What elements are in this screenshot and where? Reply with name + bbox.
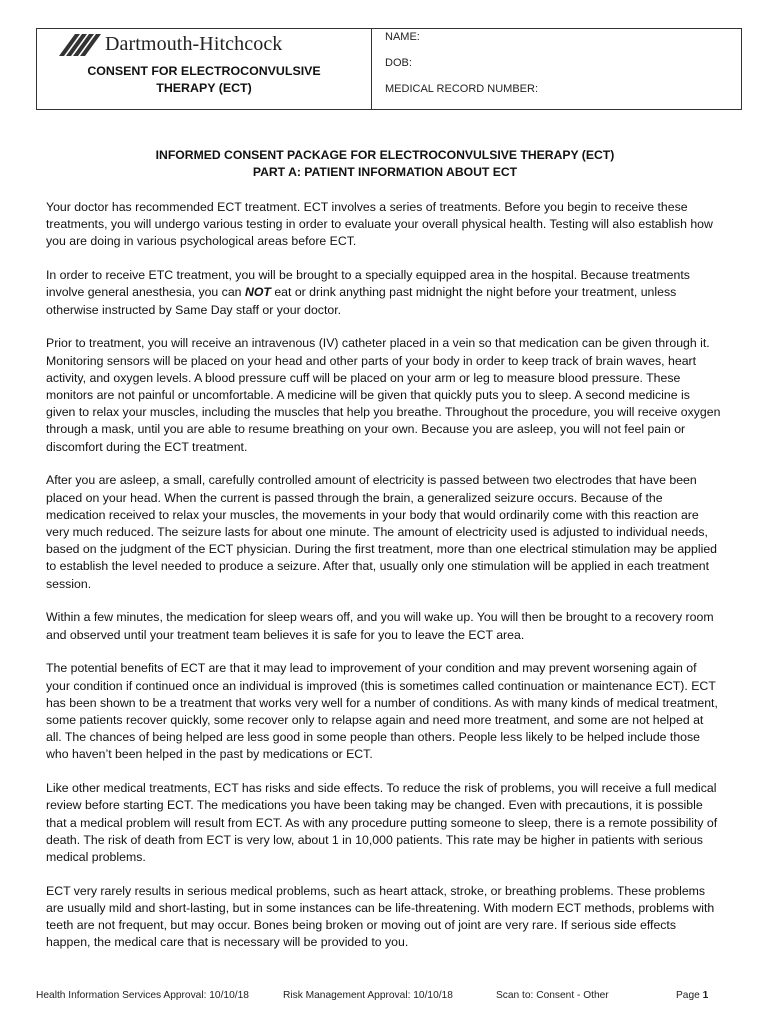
paragraph-preparation: Prior to treatment, you will receive an intravenous (IV) catheter placed in a vein so that medication can be given through it. Monitoring sensors will be placed on your head and other parts of your body in order to keep track of brain waves, heart activity, and oxygen levels. A blood pressure cuff will be placed on your arm or leg to measure blood pressure. These monitors are not painful or uncomfortable. A medicine will be given that quickly puts you to sleep. A second medicine is given to relax your muscles, including the muscles that help you breathe. Throughout the procedure, you will receive oxygen through a mask, until you are able to resume breathing on your own. Because you are asleep, you will not feel pain or discomfort during the ECT treatment.: [46, 336, 721, 454]
document-subtitle: PART A: PATIENT INFORMATION ABOUT ECT: [252, 165, 518, 179]
footer-scan-to: Scan to: Consent - Other: [496, 990, 609, 1001]
paragraph-anesthesia-text-a: In order to receive ETC treatment, you will be brought to a specially equipped area in the hospital. Because treatments involve general anesthesia, you can: [46, 268, 690, 300]
dh-stripes-logo-icon: [59, 34, 101, 56]
patient-header-box: [36, 28, 742, 110]
org-name: Dartmouth-Hitchcock: [105, 33, 283, 55]
form-title-line-2: THERAPY (ECT): [156, 81, 252, 95]
paragraph-serious-problems: ECT very rarely results in serious medical problems, such as heart attack, stroke, or breathing problems. These problems are usually mild and short-lasting, but in some instances can be life-threatening. With modern ECT methods, problems with teeth are not frequent, but may occur. Bones being broken or moving out of joint are very rare. If serious side effects happen, the medical care that is necessary will be provided to you.: [46, 883, 715, 950]
footer-his-approval: Health Information Services Approval: 10/10/18: [36, 990, 249, 1001]
footer-page-label: Page: [676, 990, 703, 1001]
paragraph-anesthesia: [46, 267, 722, 319]
emphasis-not: NOT: [244, 285, 271, 300]
footer-page-number: 1: [702, 990, 709, 1001]
paragraph-risks: Like other medical treatments, ECT has risks and side effects. To reduce the risk of problems, you will receive a full medical review before starting ECT. The medications you have been taking may be changed. Even with precautions, it is possible that a medical problem will result from ECT. As with any procedure putting someone to sleep, there is a remote possibility of death. The risk of death from ECT is very low, about 1 in 10,000 patients. This rate may be higher in patients with serious medical problems.: [46, 781, 718, 865]
name-field-label: NAME:: [385, 31, 420, 43]
form-title-line-1: CONSENT FOR ELECTROCONVULSIVE: [87, 64, 321, 78]
footer-page: [676, 990, 708, 1001]
paragraph-benefits: The potential benefits of ECT are that it may lead to improvement of your condition and may prevent worsening again of your condition if continued once an individual is improved (this is sometimes called continuation or maintenance ECT). ECT has been shown to be a treatment that works very well for a number of conditions. As with many kinds of medical treatment, some patients recover quickly, some recover only to relapse again and need more treatment, and some are not helped at all. The chances of being helped are less good in some people than others. People less likely to be helped include those who haven’t been helped in the past by medications or ECT.: [46, 661, 718, 762]
paragraph-recovery: Within a few minutes, the medication for sleep wears off, and you will wake up. You will then be brought to a recovery room and observed until your treatment team believes it is safe for you to leave the ECT area.: [46, 610, 714, 642]
dartmouth-hitchcock-logo: [59, 33, 282, 56]
mrn-field-label: MEDICAL RECORD NUMBER:: [385, 83, 538, 95]
paragraph-procedure: After you are asleep, a small, carefully controlled amount of electricity is passed between two electrodes that have been placed on your head. When the current is passed through the brain, a generalized seizure occurs. Because of the medication received to relax your muscles, the movements in your body that would ordinarily come with this reaction are very much reduced. The seizure lasts for about one minute. The amount of electricity used is adjusted to individual needs, based on the judgment of the ECT physician. During the first treatment, more than one electrical stimulation may be applied to establish the level needed to produce a seizure. After that, usually only one stimulation will be applied in each treatment session.: [46, 473, 717, 591]
footer-risk-approval: Risk Management Approval: 10/10/18: [283, 990, 453, 1001]
document-title: INFORMED CONSENT PACKAGE FOR ELECTROCONVULSIVE THERAPY (ECT): [155, 148, 615, 162]
document-body: [46, 199, 722, 968]
paragraph-anesthesia-text-b: eat or drink anything past midnight the night before your treatment, unless otherwise instructed by Same Day staff or your doctor.: [46, 285, 677, 317]
header-divider: [371, 29, 372, 109]
form-title: [37, 63, 371, 97]
dob-field-label: DOB:: [385, 57, 412, 69]
paragraph-testing: Your doctor has recommended ECT treatment. ECT involves a series of treatments. Before you begin to receive these treatments, you will undergo various testing in order to evaluate your overall physical health. Testing will also establish how you are doing in various psychological areas before ECT.: [46, 200, 713, 249]
